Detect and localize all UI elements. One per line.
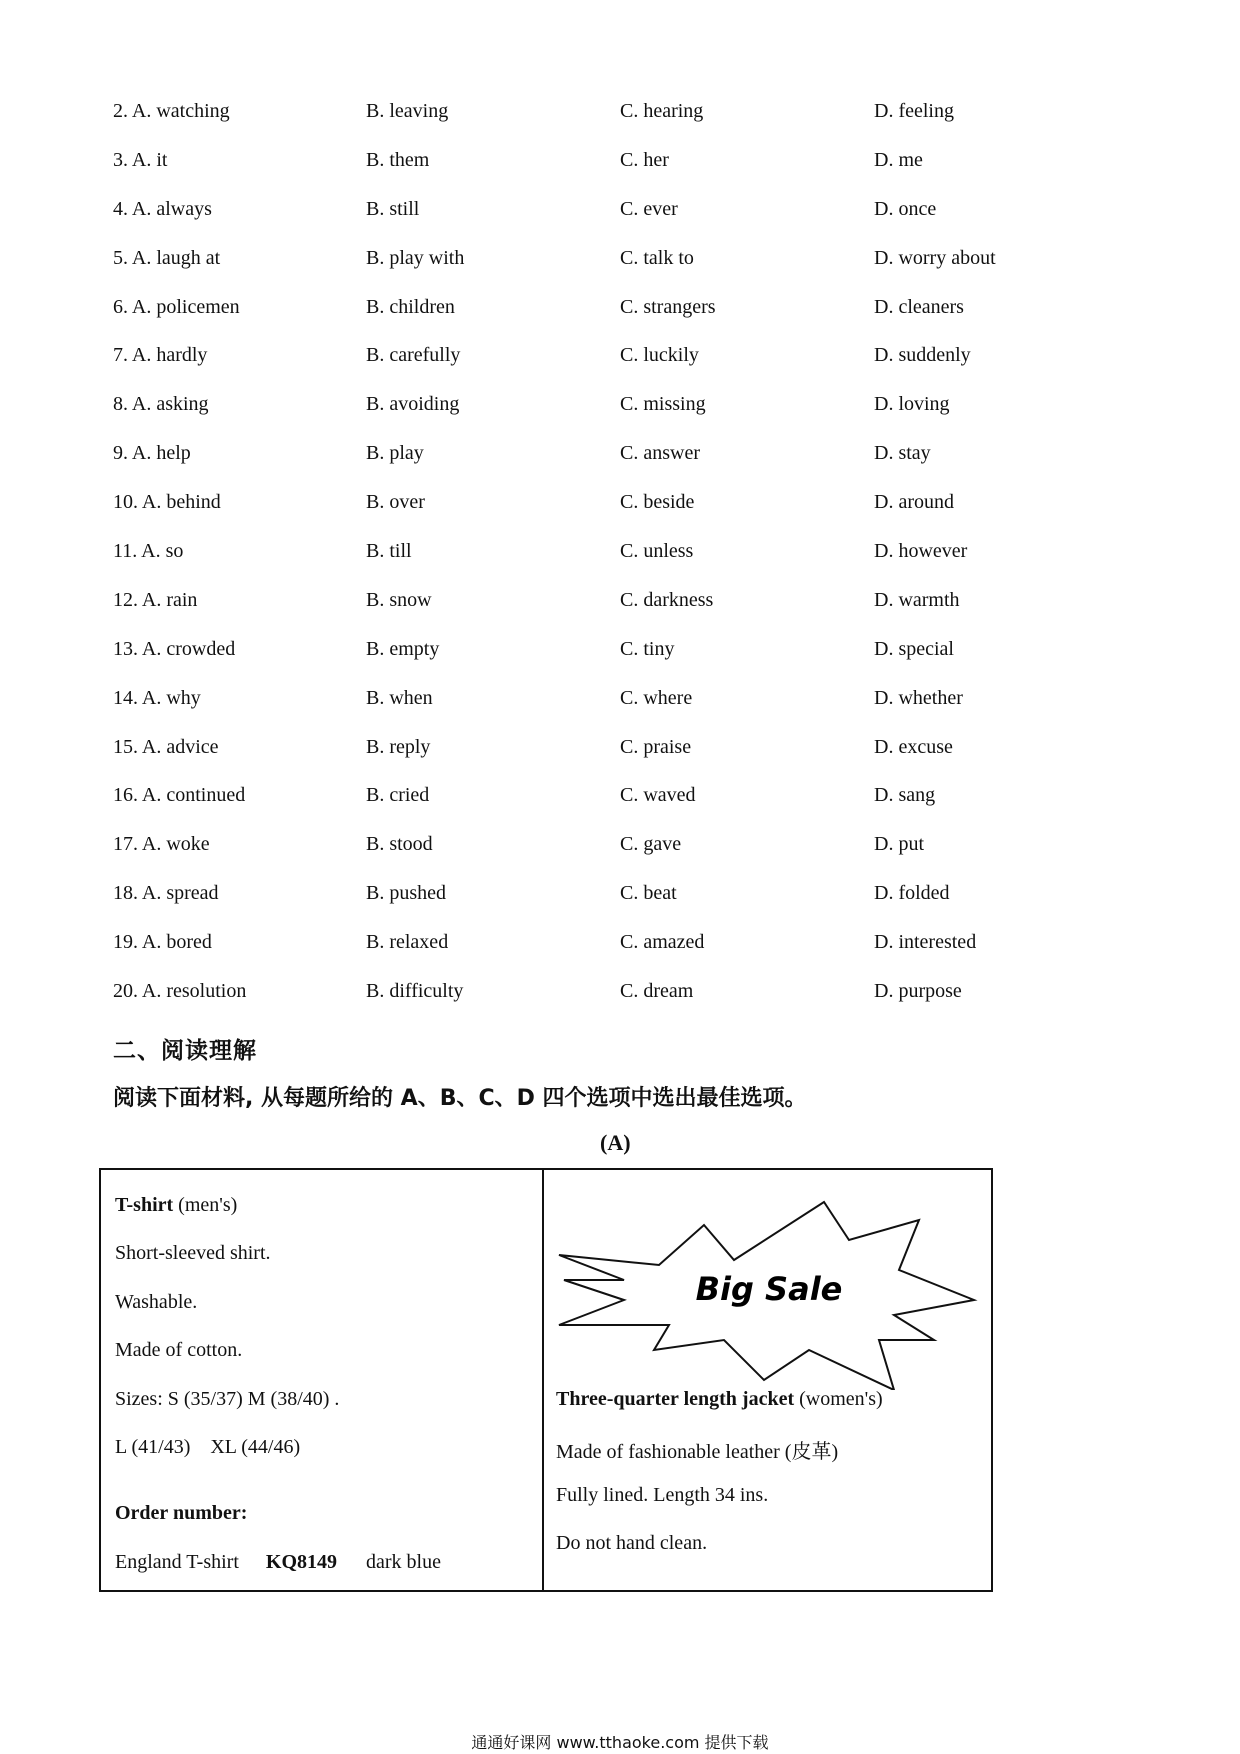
- option-b: B. over: [366, 491, 425, 514]
- option-a: 19. A. bored: [113, 931, 212, 954]
- option-a: 10. A. behind: [113, 491, 221, 514]
- option-row: [113, 638, 1073, 687]
- option-a: 7. A. hardly: [113, 344, 208, 367]
- tshirt-line: Washable.: [115, 1291, 198, 1313]
- option-c: C. luckily: [620, 344, 699, 367]
- option-c: C. strangers: [620, 295, 716, 318]
- option-a: 14. A. why: [113, 686, 201, 709]
- option-a: 2. A. watching: [113, 100, 230, 122]
- option-c: C. ever: [620, 197, 678, 220]
- order-line: England T-shirt KQ8149 dark blue: [115, 1551, 441, 1573]
- option-a: 9. A. help: [113, 442, 191, 465]
- option-a: 3. A. it: [113, 148, 168, 171]
- jacket-line: Made of fashionable leather (皮革): [556, 1441, 839, 1463]
- option-a: 8. A. asking: [113, 393, 209, 416]
- option-row: [113, 784, 1073, 833]
- option-row: [113, 540, 1073, 589]
- option-row: [113, 393, 1073, 442]
- option-c: C. dream: [620, 980, 694, 1003]
- option-a: 4. A. always: [113, 197, 212, 220]
- option-b: B. carefully: [366, 344, 461, 367]
- option-b: B. empty: [366, 637, 440, 660]
- option-c: C. answer: [620, 442, 700, 465]
- option-d: D. suddenly: [874, 344, 971, 367]
- option-d: D. once: [874, 197, 937, 220]
- footer: 通通好课网 www.tthaoke.com 提供下载: [471, 1733, 769, 1752]
- option-b: B. them: [366, 148, 430, 171]
- option-row: [113, 736, 1073, 785]
- option-row: [113, 931, 1073, 980]
- option-d: D. excuse: [874, 735, 953, 758]
- option-b: B. stood: [366, 833, 433, 856]
- option-d: D. warmth: [874, 588, 960, 611]
- option-a: 20. A. resolution: [113, 980, 247, 1003]
- option-row: [113, 198, 1073, 247]
- option-a: 11. A. so: [113, 540, 184, 563]
- instruction: 阅读下面材料, 从每题所给的 A、B、C、D 四个选项中选出最佳选项。: [113, 1086, 807, 1111]
- jacket-line: Fully lined. Length 34 ins.: [556, 1484, 769, 1506]
- option-a: 16. A. continued: [113, 784, 246, 807]
- passage-label: (A): [600, 1130, 631, 1155]
- tshirt-line: L (41/43) XL (44/46): [115, 1436, 301, 1458]
- option-c: C. praise: [620, 735, 692, 758]
- tshirt-line: Made of cotton.: [115, 1339, 243, 1361]
- option-row: [113, 882, 1073, 931]
- option-d: D. cleaners: [874, 295, 964, 318]
- option-b: B. play: [366, 442, 424, 465]
- option-a: 15. A. advice: [113, 735, 219, 758]
- option-b: B. reply: [366, 735, 431, 758]
- option-d: D. loving: [874, 393, 950, 416]
- option-row: [113, 980, 1073, 1029]
- option-row: [113, 687, 1073, 736]
- option-a: 17. A. woke: [113, 833, 210, 856]
- option-c: C. amazed: [620, 931, 705, 954]
- tshirt-line: Short-sleeved shirt.: [115, 1242, 271, 1264]
- option-d: D. special: [874, 637, 954, 660]
- option-row: [113, 442, 1073, 491]
- option-c: C. waved: [620, 784, 696, 807]
- option-c: C. her: [620, 148, 669, 171]
- option-b: B. snow: [366, 588, 432, 611]
- option-row: [113, 491, 1073, 540]
- option-d: D. interested: [874, 931, 977, 954]
- option-a: 13. A. crowded: [113, 637, 236, 660]
- option-d: D. sang: [874, 784, 936, 807]
- option-b: B. play with: [366, 246, 465, 269]
- jacket-title: Three-quarter length jacket (women's): [556, 1388, 883, 1410]
- option-row: [113, 344, 1073, 393]
- option-d: D. me: [874, 148, 923, 171]
- option-c: C. gave: [620, 833, 682, 856]
- option-c: C. missing: [620, 393, 706, 416]
- option-c: C. talk to: [620, 246, 694, 269]
- option-row: [113, 247, 1073, 296]
- option-b: B. children: [366, 295, 455, 318]
- option-c: C. darkness: [620, 588, 714, 611]
- tshirt-line: Sizes: S (35/37) M (38/40) .: [115, 1388, 340, 1410]
- option-c: C. beat: [620, 882, 677, 905]
- option-b: B. still: [366, 197, 420, 220]
- option-c: C. beside: [620, 491, 695, 514]
- option-row: [113, 149, 1073, 198]
- option-a: 18. A. spread: [113, 882, 219, 905]
- option-b: B. cried: [366, 784, 430, 807]
- option-row: [113, 589, 1073, 638]
- jacket-line: Do not hand clean.: [556, 1532, 708, 1554]
- option-d: D. however: [874, 540, 968, 563]
- option-c: C. where: [620, 686, 693, 709]
- option-d: D. around: [874, 491, 954, 514]
- option-d: D. folded: [874, 882, 950, 905]
- option-b: B. leaving: [366, 100, 449, 122]
- option-d: D. feeling: [874, 100, 954, 122]
- option-row: [113, 833, 1073, 882]
- tshirt-ad: [101, 1170, 544, 1590]
- jacket-ad: [544, 1170, 991, 1590]
- option-row: [113, 296, 1073, 345]
- option-d: D. put: [874, 833, 924, 856]
- option-b: B. pushed: [366, 882, 446, 905]
- option-a: 5. A. laugh at: [113, 246, 221, 269]
- option-b: B. difficulty: [366, 980, 464, 1003]
- ad-table: [99, 1168, 993, 1592]
- option-d: D. worry about: [874, 246, 996, 269]
- option-c: C. hearing: [620, 100, 704, 122]
- option-row: [113, 100, 1073, 149]
- burst-text: Big Sale: [695, 1270, 843, 1308]
- answer-options: [113, 100, 1073, 1029]
- option-a: 12. A. rain: [113, 588, 198, 611]
- option-b: B. till: [366, 540, 412, 563]
- order-label: Order number:: [115, 1502, 248, 1524]
- option-d: D. whether: [874, 686, 963, 709]
- big-sale-burst: [554, 1200, 984, 1390]
- tshirt-title: T-shirt (men's): [115, 1194, 238, 1216]
- section-title: 二、阅读理解: [113, 1038, 257, 1064]
- option-b: B. relaxed: [366, 931, 449, 954]
- option-c: C. tiny: [620, 637, 675, 660]
- option-c: C. unless: [620, 540, 694, 563]
- option-d: D. purpose: [874, 980, 962, 1003]
- option-b: B. avoiding: [366, 393, 460, 416]
- option-d: D. stay: [874, 442, 931, 465]
- option-b: B. when: [366, 686, 433, 709]
- option-a: 6. A. policemen: [113, 295, 240, 318]
